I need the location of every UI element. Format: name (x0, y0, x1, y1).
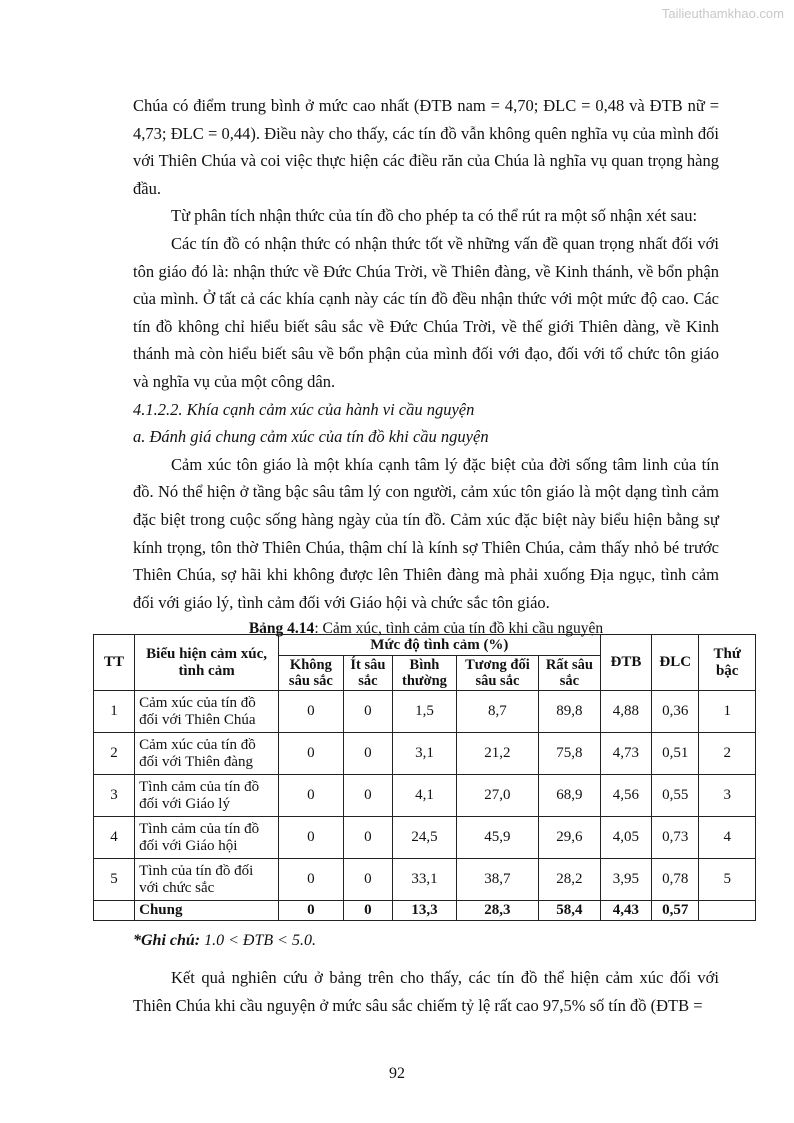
cell-tt: 1 (94, 691, 135, 733)
cell-v2: 0 (343, 817, 392, 859)
cell-dtb: 4,56 (600, 775, 651, 817)
cell-label: Tình cảm của tín đồ đối với Giáo hội (135, 817, 279, 859)
cell-v1: 0 (279, 733, 344, 775)
cell-v5: 68,9 (539, 775, 601, 817)
cell-v3: 3,1 (393, 733, 457, 775)
cell-rank (699, 901, 756, 921)
table-row (94, 859, 756, 901)
cell-v5: 28,2 (539, 859, 601, 901)
cell-v5: 58,4 (539, 901, 601, 921)
cell-label: Cảm xúc của tín đồ đối với Thiên Chúa (135, 691, 279, 733)
cell-v2: 0 (343, 901, 392, 921)
cell-v4: 8,7 (456, 691, 538, 733)
cell-tt: 3 (94, 775, 135, 817)
header-expression: Biểu hiện cảm xúc, tình cảm (135, 635, 279, 691)
header-level-group: Mức độ tình cảm (%) (279, 635, 601, 656)
cell-v3: 24,5 (393, 817, 457, 859)
cell-dlc: 0,73 (652, 817, 699, 859)
cell-v4: 45,9 (456, 817, 538, 859)
table-caption-label: Bảng 4.14 (248, 620, 315, 638)
cell-v4: 27,0 (456, 775, 538, 817)
cell-label: Cảm xúc của tín đồ đối với Thiên đàng (135, 733, 279, 775)
cell-dlc: 0,55 (652, 775, 699, 817)
page-number: 92 (389, 1065, 405, 1082)
cell-v5: 29,6 (539, 817, 601, 859)
cell-v3: 33,1 (393, 859, 457, 901)
table-row (94, 733, 756, 775)
watermark: Tailieuthamkhao.com (661, 6, 784, 21)
cell-rank: 5 (699, 859, 756, 901)
cell-v3: 1,5 (393, 691, 457, 733)
cell-tt: 2 (94, 733, 135, 775)
paragraph-3: Các tín đồ có nhận thức có nhận thức tốt về những vấn đề quan trọng nhất đối với tôn giáo đó là: nhận thức về Đức Chúa Trời, về Thiên đàng, về Kinh thánh, về bổn phận của mình. Ở tất cả các khía cạnh này các tín đồ đều nhận thức với một mức độ cao. Các tín đồ không chỉ hiểu biết sâu sắc về Đức Chúa Trời, về thế giới Thiên dàng, về Kinh thánh mà còn hiểu biết sâu về bổn phận của mình đối với đạo, đối với tổ chức tôn giáo và nghĩa vụ của một công dân. (133, 233, 719, 391)
cell-tt: 4 (94, 817, 135, 859)
table-row (94, 817, 756, 859)
emotion-table (93, 634, 756, 921)
header-level-3: Bình thường (393, 656, 457, 691)
cell-rank: 1 (699, 691, 756, 733)
cell-label: Tình của tín đồ đối với chức sắc (135, 859, 279, 901)
header-level-5: Rất sâu sắc (539, 656, 601, 691)
cell-tt: 5 (94, 859, 135, 901)
cell-tt (94, 901, 135, 921)
header-tt: TT (94, 635, 135, 691)
cell-v4: 38,7 (456, 859, 538, 901)
header-level-2: Ít sâu sắc (343, 656, 392, 691)
section-heading: 4.1.2.2. Khía cạnh cảm xúc của hành vi cầu nguyện (133, 399, 475, 419)
cell-v1: 0 (279, 901, 344, 921)
cell-v4: 21,2 (456, 733, 538, 775)
header-level-1: Không sâu sắc (279, 656, 344, 691)
cell-dlc: 0,51 (652, 733, 699, 775)
cell-dlc: 0,36 (652, 691, 699, 733)
header-dlc: ĐLC (652, 635, 699, 691)
table-row (94, 775, 756, 817)
cell-v2: 0 (343, 733, 392, 775)
cell-dtb: 3,95 (600, 859, 651, 901)
body-text (133, 92, 719, 641)
cell-rank: 4 (699, 817, 756, 859)
note-label: *Ghi chú: (133, 932, 201, 949)
paragraph-2: Từ phân tích nhận thức của tín đồ cho phép ta có thể rút ra một số nhận xét sau: (171, 206, 698, 226)
cell-v1: 0 (279, 817, 344, 859)
table-summary-row (94, 901, 756, 921)
cell-v3: 13,3 (393, 901, 457, 921)
cell-dtb: 4,43 (600, 901, 651, 921)
cell-dtb: 4,05 (600, 817, 651, 859)
cell-v5: 89,8 (539, 691, 601, 733)
cell-rank: 3 (699, 775, 756, 817)
cell-v3: 4,1 (393, 775, 457, 817)
subsection-heading: a. Đánh giá chung cảm xúc của tín đồ khi cầu nguyện (133, 427, 489, 447)
cell-v1: 0 (279, 859, 344, 901)
cell-v2: 0 (343, 691, 392, 733)
cell-dlc: 0,78 (652, 859, 699, 901)
cell-dlc: 0,57 (652, 901, 699, 921)
table-row (94, 691, 756, 733)
note-text: 1.0 < ĐTB < 5.0. (200, 932, 316, 949)
cell-label: Chung (135, 901, 279, 921)
cell-v4: 28,3 (456, 901, 538, 921)
cell-v1: 0 (279, 691, 344, 733)
cell-dtb: 4,88 (600, 691, 651, 733)
header-rank: Thứ bậc (699, 635, 756, 691)
header-level-4: Tương đối sâu sắc (456, 656, 538, 691)
paragraph-1: Chúa có điểm trung bình ở mức cao nhất (ĐTB nam = 4,70; ĐLC = 0,48 và ĐTB nữ = 4,73; ĐLC = 0,44). Điều này cho thấy, các tín đồ vẫn không quên nghĩa vụ của mình đối với Thiên Chúa và coi việc thực hiện các điều răn của Chúa là nghĩa vụ quan trọng hàng đầu. (133, 96, 719, 198)
header-dtb: ĐTB (600, 635, 651, 691)
paragraph-5: Kết quả nghiên cứu ở bảng trên cho thấy, các tín đồ thể hiện cảm xúc đối với Thiên Chúa khi cầu nguyện ở mức sâu sắc chiếm tỷ lệ rất cao 97,5% số tín đồ (ĐTB = (133, 968, 719, 1015)
cell-label: Tình cảm của tín đồ đối với Giáo lý (135, 775, 279, 817)
cell-v2: 0 (343, 775, 392, 817)
cell-v1: 0 (279, 775, 344, 817)
cell-v2: 0 (343, 859, 392, 901)
table-caption-text: : Cảm xúc, tình cảm của tín đồ khi cầu nguyện (314, 620, 604, 638)
table-note (133, 932, 316, 950)
body-text-after-table (133, 964, 719, 1019)
paragraph-4: Cảm xúc tôn giáo là một khía cạnh tâm lý đặc biệt của đời sống tâm linh của tín đồ. Nó thể hiện ở tầng bậc sâu tâm lý con người, cảm xúc tôn giáo là một dạng tình cảm đặc biệt trong cuộc sống hàng ngày của tín đồ. Cảm xúc đặc biệt này biểu hiện bằng sự kính trọng, tôn thờ Thiên Chúa, thậm chí là kính sợ Thiên Chúa, cảm thấy nhỏ bé trước Thiên Chúa, sợ hãi khi không được lên Thiên đàng mà phải xuống Địa ngục, tình cảm đối với giáo lý, tình cảm đối với Giáo hội và chức sắc tôn giáo. (133, 454, 719, 612)
cell-rank: 2 (699, 733, 756, 775)
cell-dtb: 4,73 (600, 733, 651, 775)
cell-v5: 75,8 (539, 733, 601, 775)
